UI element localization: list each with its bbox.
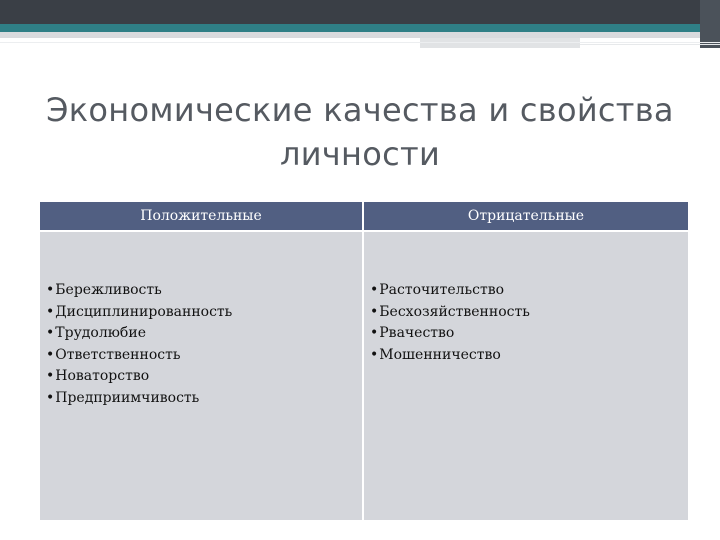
list-item: • Ответственность — [46, 345, 362, 367]
list-item: • Трудолюбие — [46, 323, 362, 345]
header-negative: Отрицательные — [364, 202, 688, 230]
list-item: • Предприимчивость — [46, 388, 362, 410]
positive-list — [46, 280, 362, 409]
list-item: • Дисциплинированность — [46, 302, 362, 324]
top-decor-line — [0, 42, 720, 43]
top-decor-accent-bar — [0, 24, 720, 32]
top-decor-right-block — [700, 0, 720, 48]
top-decor-bar — [0, 0, 720, 24]
list-item: • Расточительство — [370, 280, 688, 302]
negative-cell — [364, 232, 688, 520]
list-item: • Мошенничество — [370, 345, 688, 367]
qualities-table — [40, 202, 688, 520]
list-item: • Рвачество — [370, 323, 688, 345]
list-item: • Новаторство — [46, 366, 362, 388]
header-positive: Положительные — [40, 202, 362, 230]
top-decor-line-right — [580, 44, 720, 45]
list-item: • Бесхозяйственность — [370, 302, 688, 324]
slide-title: Экономические качества и свойства личности — [46, 91, 674, 173]
negative-list — [370, 280, 688, 366]
top-decor-gray-segment — [420, 38, 580, 48]
top-decor-gray-bar — [0, 32, 720, 38]
list-item: • Бережливость — [46, 280, 362, 302]
positive-cell — [40, 232, 362, 520]
